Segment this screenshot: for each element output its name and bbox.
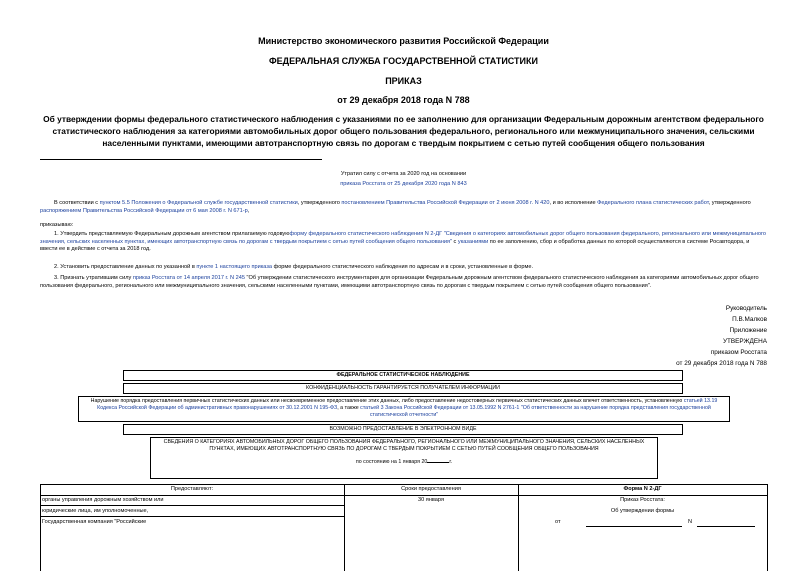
electronic-label: ВОЗМОЖНО ПРЕДОСТАВЛЕНИЕ В ЭЛЕКТРОННОМ ВИДЕ	[329, 426, 477, 432]
title-divider	[40, 159, 322, 160]
form-approval-label: Об утверждении формы	[610, 508, 675, 514]
item-1-instructions-link[interactable]: указаниями	[457, 238, 489, 245]
confidentiality-box	[123, 383, 683, 394]
info-title: СВЕДЕНИЯ О КАТЕГОРИЯХ АВТОМОБИЛЬНЫХ ДОРОГ ОБЩЕГО ПОЛЬЗОВАНИЯ ФЕДЕРАЛЬНОГО, РЕГИОНАЛЬНОГО ИЛИ МЕЖМУНИЦИПАЛЬНОГО ЗНАЧЕНИЯ, СЕЛЬСКИХ НАСЕЛЕННЫХ ПУНКТАХ, ИМЕЮЩИХ АВТОТРАНСПОРТНУЮ СВЯЗЬ ПО ДОРОГАМ С ТВЕРДЫМ ПОКРЫТИЕМ С СЕТЬЮ ПУТЕЙ СООБЩЕНИЯ ОБЩЕГО ПОЛЬЗОВАНИЯ	[163, 439, 645, 453]
appendix-label: Приложение	[729, 327, 767, 334]
violation-text-part: , а также	[337, 405, 361, 412]
order-date-number: от 29 декабря 2018 года N 788	[337, 95, 470, 105]
appendix-order: приказом Росстата	[710, 349, 767, 356]
item-3-link[interactable]: приказ Росстата от 14 апреля 2017 г. N 245	[132, 275, 245, 281]
item-1-text: по ее заполнению, сбор и обработка данных по которой осуществляются в системе Росавтодора, и ввести ее в действие с отчета за 2018 год.	[40, 238, 750, 253]
form-date-blank[interactable]	[586, 526, 682, 527]
violation-text	[85, 398, 723, 420]
preamble-link-plan[interactable]: Федерального плана статистических работ	[597, 200, 709, 206]
appendix-date: от 29 декабря 2018 года N 788	[676, 360, 767, 367]
deadline-value: 30 января	[418, 497, 444, 503]
item-2	[40, 264, 768, 272]
provider-row: Государственная компания "Российские	[42, 519, 147, 525]
row-divider	[40, 505, 344, 506]
item-3-text: 3. Признать утратившим силу	[54, 275, 133, 281]
provider-row: юридические лица, им уполномоченные,	[42, 508, 149, 514]
signature-name: П.В.Малков	[732, 316, 767, 323]
order-title: Об утверждении формы федерального статистического наблюдения с указаниями по ее заполнению для организации Федеральным дорожным агентством федерального статистического наблюдения за категориями автомобильных дорог общего пользования федерального, регионального или межмуниципального значения, сельскими населенными пунктами, имеющими автотранспортную связь по дорогам с твердым покрытием с сетью путей сообщения общего пользования	[43, 114, 764, 148]
row-divider	[40, 516, 344, 517]
signature-role: Руководитель	[725, 305, 767, 312]
fsn-label: ФЕДЕРАЛЬНОЕ СТАТИСТИЧЕСКОЕ НАБЛЮДЕНИЕ	[336, 372, 470, 378]
item-3-text: "Об утверждении статистического инструментария для организации Федеральным дорожным агентством федерального статистического наблюдения за категориями автомобильных дорог общего пользования федерального, регионального или межмуниципального значения, сельскими населенными пунктами, имеющими автотранспортную связь по дорогам с твердым покрытием с сетью путей сообщения общего пользования".	[40, 275, 759, 289]
preamble-paragraph	[40, 200, 768, 215]
item-3	[40, 275, 768, 290]
preamble-text: , утвержденного	[297, 200, 342, 206]
confidentiality-label: КОНФИДЕНЦИАЛЬНОСТЬ ГАРАНТИРУЕТСЯ ПОЛУЧАТЕЛЕМ ИНФОРМАЦИИ	[306, 385, 500, 391]
preamble-text: В соответствии с	[54, 200, 100, 206]
status-line: Утратил силу с отчета за 2020 год на основании	[340, 171, 467, 177]
order-word: приказываю:	[40, 222, 74, 228]
doc-type-heading: ПРИКАЗ	[385, 76, 422, 86]
table-top-border	[40, 484, 767, 485]
item-1-form-link[interactable]: форму федерального статистического наблюдения N 2-ДГ "Сведения о категориях автомобильных дорог общего пользования федерального, регионального или межмуниципального значения, сельских населенных пунктах, имеющих автотранспортную связь по дорогам с твердым покрытием с сетью путей сообщения общего пользования"	[40, 231, 767, 245]
violation-text-part: Нарушение порядка предоставления первичных статистических данных или несвоевременное предоставление этих данных, либо предоставление недостоверных первичных статистических данных влечет ответственность, установленную	[90, 398, 684, 404]
item-2-text: 2. Установить предоставление данных по указанной в	[54, 264, 197, 270]
col-providers-header: Предоставляют:	[170, 486, 214, 492]
form-number-blank[interactable]	[697, 526, 755, 527]
form-number-label: N	[688, 519, 693, 525]
table-header-border	[40, 495, 767, 496]
table-left-border	[40, 484, 41, 571]
info-title-box	[150, 437, 658, 479]
form-from-label: от	[555, 519, 561, 525]
preamble-link-regulation[interactable]: пунктом 5.5 Положения о Федеральной службе государственной статистики	[99, 200, 298, 206]
item-1-text: 1. Утвердить представляемую Федеральным дорожным агентством прилагаемую годовую	[54, 231, 290, 237]
col-form-header: Форма N 2-ДГ	[623, 486, 662, 492]
item-1-text: с	[451, 238, 458, 245]
year-blank[interactable]	[427, 456, 449, 463]
item-2-text: форме федерального статистического наблюдения по адресам и в сроки, установленные в форме.	[272, 264, 533, 270]
preamble-link-order[interactable]: распоряжением Правительства Российской Федерации от 6 мая 2008 г. N 671-р	[40, 207, 248, 214]
preamble-text: , утвержденного	[708, 200, 751, 206]
preamble-link-decree[interactable]: постановлением Правительства Российской Федерации от 2 июня 2008 г. N 420	[341, 200, 550, 206]
violation-code-link[interactable]: статьей 13.19 Кодекса Российской Федерации об административных правонарушениях от 30.12.2001 N 195-ФЗ	[97, 398, 718, 412]
as-of-suffix: г.	[449, 459, 453, 466]
violation-law-link[interactable]: статьей 3 Закона Российской Федерации от 13.05.1992 N 2761-1 "Об ответственности за нарушение порядка представления государственной статистической отчетности"	[360, 405, 711, 419]
fsn-box	[123, 370, 683, 381]
col-deadline-header: Сроки предоставления	[401, 486, 461, 492]
electronic-box	[123, 424, 683, 435]
form-order-label: Приказ Росстата:	[620, 497, 665, 503]
as-of-text: по состоянию на 1 января 20	[355, 459, 428, 466]
violation-box	[78, 396, 730, 422]
preamble-text: , и во исполнение	[549, 200, 598, 206]
ministry-heading: Министерство экономического развития Российской Федерации	[258, 36, 549, 46]
item-1	[40, 231, 768, 254]
status-link[interactable]: приказа Росстата от 25 декабря 2020 года N 843	[340, 181, 467, 187]
service-heading: ФЕДЕРАЛЬНАЯ СЛУЖБА ГОСУДАРСТВЕННОЙ СТАТИСТИКИ	[269, 56, 538, 66]
table-right-border	[767, 484, 768, 571]
appendix-approved: УТВЕРЖДЕНА	[722, 338, 767, 345]
item-2-link[interactable]: пункте 1 настоящего приказа	[196, 264, 273, 270]
as-of-line	[157, 456, 651, 466]
provider-row: органы управления дорожным хозяйством или	[42, 497, 164, 503]
preamble-text: ,	[247, 207, 250, 214]
